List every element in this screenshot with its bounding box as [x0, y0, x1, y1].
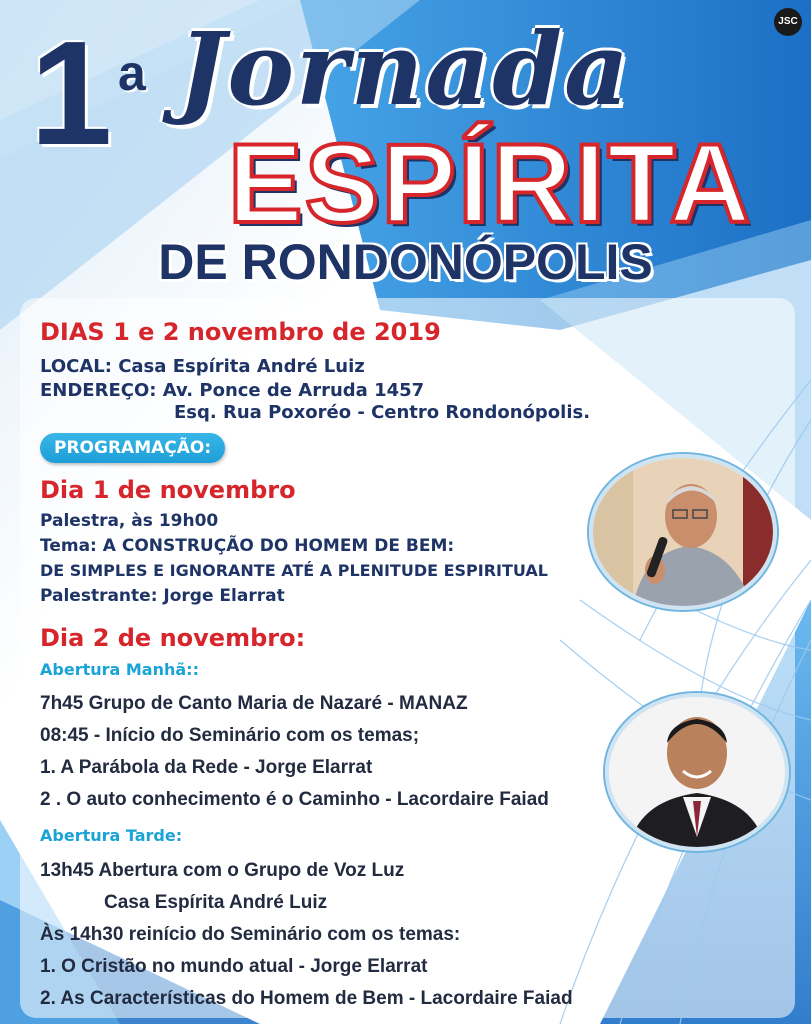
speaker-photo-image — [609, 697, 785, 847]
afternoon-item: 1. O Cristão no mundo atual - Jorge Elarrat — [40, 956, 428, 977]
title-jornada: Jornada — [178, 10, 631, 128]
title-espirita: ESPÍRITA — [228, 121, 753, 246]
afternoon-label: Abertura Tarde: — [40, 826, 183, 845]
day2-title: Dia 2 de novembro: — [40, 624, 306, 652]
morning-item: 1. A Parábola da Rede - Jorge Elarrat — [40, 757, 373, 778]
day1-title: Dia 1 de novembro — [40, 476, 296, 504]
morning-item: 7h45 Grupo de Canto Maria de Nazaré - MANAZ — [40, 693, 468, 714]
morning-item: 2 . O auto conhecimento é o Caminho - Lacordaire Faiad — [40, 789, 549, 810]
day1-line: Palestra, às 19h00 — [40, 511, 219, 531]
day1-line: DE SIMPLES E IGNORANTE ATÉ A PLENITUDE ESPIRITUAL — [40, 561, 548, 580]
speaker-photo-lacordaire — [605, 693, 789, 851]
event-dates: DIAS 1 e 2 novembro de 2019 — [40, 318, 441, 346]
speaker-photo-image — [593, 458, 773, 606]
event-address-line1: ENDEREÇO: Av. Ponce de Arruda 1457 — [40, 380, 425, 401]
event-address-line2: Esq. Rua Poxoréo - Centro Rondonópolis. — [174, 402, 591, 423]
title-city: DE RONDONÓPOLIS — [158, 234, 653, 290]
logo-badge: JSC — [774, 8, 802, 36]
day1-line: Tema: A CONSTRUÇÃO DO HOMEM DE BEM: — [40, 536, 455, 556]
event-location: LOCAL: Casa Espírita André Luiz — [40, 356, 365, 377]
programacao-badge: PROGRAMAÇÃO: — [40, 433, 225, 463]
morning-label: Abertura Manhã:: — [40, 660, 199, 679]
edition-number: 1 — [30, 11, 109, 176]
afternoon-item: 2. As Características do Homem de Bem - Lacordaire Faiad — [40, 988, 573, 1009]
afternoon-item: 13h45 Abertura com o Grupo de Voz Luz — [40, 860, 405, 881]
edition-ordinal: a — [118, 45, 146, 101]
speaker-photo-jorge — [589, 454, 777, 610]
afternoon-item: Às 14h30 reinício do Seminário com os temas: — [40, 924, 461, 945]
morning-item: 08:45 - Início do Seminário com os temas; — [40, 725, 420, 746]
day1-line: Palestrante: Jorge Elarrat — [40, 586, 285, 606]
afternoon-item: Casa Espírita André Luiz — [104, 892, 328, 913]
